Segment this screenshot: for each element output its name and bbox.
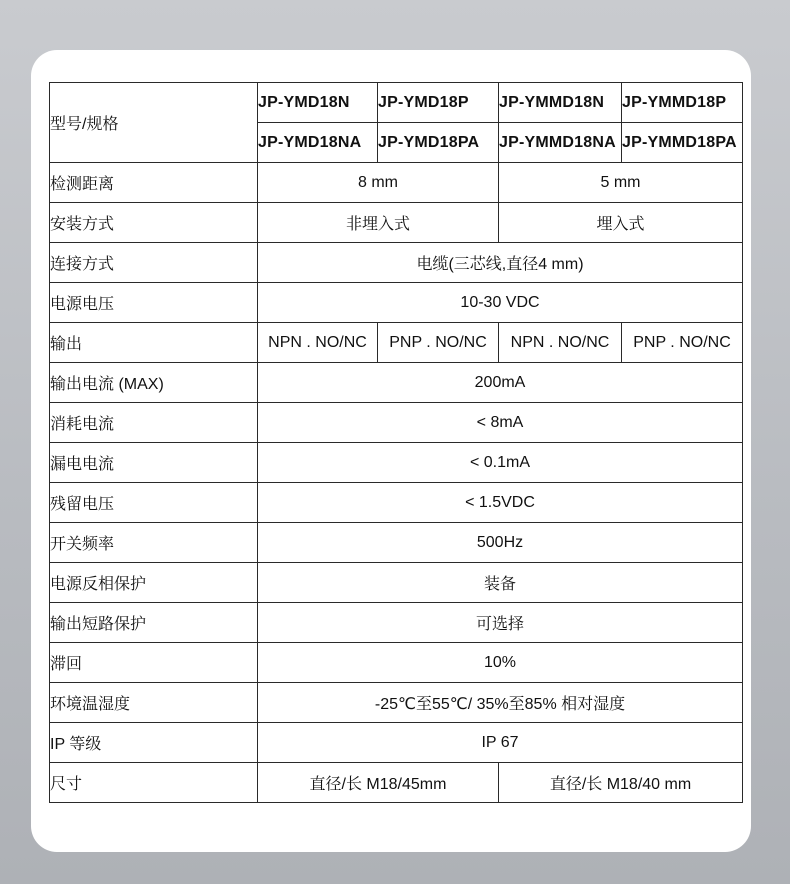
value-cell: 200mA: [258, 363, 743, 403]
table-row: [50, 483, 743, 523]
value-cell: < 8mA: [258, 403, 743, 443]
value-cell: 8 mm: [258, 163, 499, 203]
row-label: 残留电压: [50, 483, 258, 523]
table-row: [50, 83, 743, 123]
value-cell: 直径/长 M18/45mm: [258, 763, 499, 803]
value-cell: 500Hz: [258, 523, 743, 563]
model-cell: JP-YMMD18N: [499, 83, 622, 123]
value-cell: IP 67: [258, 723, 743, 763]
table-row: [50, 323, 743, 363]
table-row: [50, 283, 743, 323]
value-cell: < 1.5VDC: [258, 483, 743, 523]
value-cell: NPN . NO/NC: [258, 323, 378, 363]
value-cell: PNP . NO/NC: [378, 323, 499, 363]
row-label: 连接方式: [50, 243, 258, 283]
row-label: IP 等级: [50, 723, 258, 763]
table-row: [50, 203, 743, 243]
table-row: [50, 763, 743, 803]
table-row: [50, 523, 743, 563]
value-cell: 可选择: [258, 603, 743, 643]
model-cell: JP-YMD18P: [378, 83, 499, 123]
value-cell: 装备: [258, 563, 743, 603]
table-row: [50, 723, 743, 763]
row-label: 输出: [50, 323, 258, 363]
row-label: 电源电压: [50, 283, 258, 323]
value-cell: 10%: [258, 643, 743, 683]
table-row: [50, 603, 743, 643]
value-cell: 埋入式: [499, 203, 743, 243]
row-label: 安装方式: [50, 203, 258, 243]
row-label: 输出短路保护: [50, 603, 258, 643]
table-row: [50, 683, 743, 723]
model-cell: JP-YMMD18NA: [499, 123, 622, 163]
row-label: 输出电流 (MAX): [50, 363, 258, 403]
row-label: 环境温湿度: [50, 683, 258, 723]
table-row: [50, 563, 743, 603]
table-row: [50, 363, 743, 403]
model-cell: JP-YMD18NA: [258, 123, 378, 163]
table-row: [50, 443, 743, 483]
value-cell: 10-30 VDC: [258, 283, 743, 323]
table-row: [50, 643, 743, 683]
header-label: 型号/规格: [50, 83, 258, 163]
model-cell: JP-YMMD18P: [622, 83, 743, 123]
value-cell: NPN . NO/NC: [499, 323, 622, 363]
model-cell: JP-YMMD18PA: [622, 123, 743, 163]
table-row: [50, 243, 743, 283]
table-row: [50, 403, 743, 443]
row-label: 电源反相保护: [50, 563, 258, 603]
row-label: 消耗电流: [50, 403, 258, 443]
row-label: 尺寸: [50, 763, 258, 803]
model-cell: JP-YMD18PA: [378, 123, 499, 163]
row-label: 检测距离: [50, 163, 258, 203]
row-label: 滞回: [50, 643, 258, 683]
value-cell: < 0.1mA: [258, 443, 743, 483]
table-row: [50, 163, 743, 203]
value-cell: 直径/长 M18/40 mm: [499, 763, 743, 803]
spec-table: [49, 82, 743, 803]
model-cell: JP-YMD18N: [258, 83, 378, 123]
row-label: 漏电电流: [50, 443, 258, 483]
value-cell: -25℃至55℃/ 35%至85% 相对湿度: [258, 683, 743, 723]
value-cell: 电缆(三芯线,直径4 mm): [258, 243, 743, 283]
value-cell: 5 mm: [499, 163, 743, 203]
value-cell: 非埋入式: [258, 203, 499, 243]
value-cell: PNP . NO/NC: [622, 323, 743, 363]
row-label: 开关频率: [50, 523, 258, 563]
